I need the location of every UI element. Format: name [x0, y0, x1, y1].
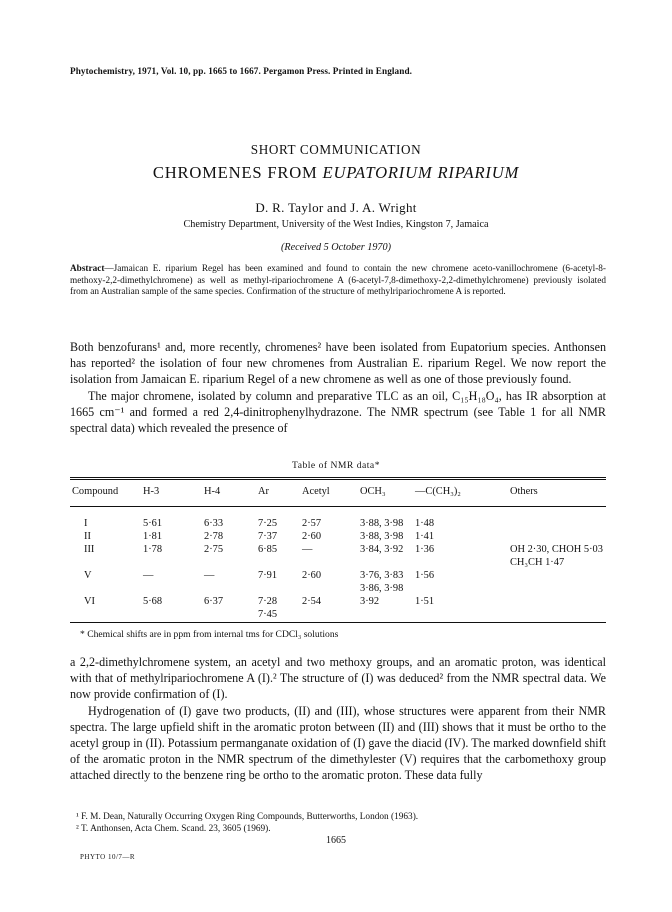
cell-h4: 6·37 — [204, 596, 224, 607]
abstract-text: —Jamaican E. riparium Regel has been examined and found to contain the new chromene aceto-vanillochromene (6-acetyl-8-methoxy-2,2-dimethylchromene) as well as methyl-ripariochromene A (6-acetyl-7,8-dimethoxy-2,2-dimethylchromene) previously isolated from an Australian sample of the same species. Confirmation of the structure of methylripariochromene A is reported. — [70, 264, 606, 298]
cell-h3: 5·68 — [143, 596, 163, 607]
references — [76, 811, 418, 835]
title-italic: EUPATORIUM RIPARIUM — [322, 163, 520, 182]
cell-och3: 3·92 — [360, 596, 380, 607]
header-h3: H-3 — [143, 486, 160, 497]
table-row — [0, 609, 672, 622]
page-number: 1665 — [326, 835, 346, 846]
table-row — [0, 544, 672, 557]
cell-och3: 3·86, 3·98 — [360, 583, 404, 594]
cell-ar: 7·37 — [258, 531, 278, 542]
table-caption: Table of NMR data* — [292, 460, 380, 471]
header-ar: Ar — [258, 486, 269, 497]
header-compound: Compound — [72, 486, 119, 497]
journal-header: Phytochemistry, 1971, Vol. 10, pp. 1665 to 1667. Pergamon Press. Printed in England. — [70, 66, 413, 76]
signature-mark: PHYTO 10/7—R — [80, 853, 136, 861]
reference-1: ¹ F. M. Dean, Naturally Occurring Oxygen Ring Compounds, Butterworths, London (1963). — [76, 812, 419, 822]
cell-cch3: 1·56 — [415, 570, 435, 581]
cell-ar: 7·45 — [258, 609, 278, 620]
cell-cch3: 1·41 — [415, 531, 435, 542]
body-paragraph-1: Both benzofurans¹ and, more recently, chromenes² have been isolated from Eupatorium species. Anthonsen has reported² the isolation of four new chromenes from Australian E. riparium Regel. We now report the isolation from Jamaican E. riparium Regel of a new chromene as well as one of those previously found. — [70, 340, 606, 387]
body-paragraph-3: a 2,2-dimethylchromene system, an acetyl and two methoxy groups, and an aromatic proton, was identical with that of methylripariochromene A (I).² The structure of (I) was deduced² from the NMR spectral data. We now provide confirmation of (I). — [70, 655, 606, 702]
cell-acetyl: — — [302, 544, 313, 555]
header-cch3: —C(CH₃)₂ — [415, 486, 461, 497]
cell-ar: 6·85 — [258, 544, 278, 555]
cell-och3: 3·88, 3·98 — [360, 518, 404, 529]
cell-h3: 1·78 — [143, 544, 163, 555]
abstract — [70, 264, 606, 299]
table-row — [0, 557, 672, 570]
received-date: (Received 5 October 1970) — [280, 242, 392, 253]
cell-acetyl: 2·60 — [302, 531, 322, 542]
affiliation: Chemistry Department, University of the West Indies, Kingston 7, Jamaica — [183, 219, 489, 230]
body-top — [70, 339, 606, 436]
cell-cch3: 1·51 — [415, 596, 435, 607]
cell-compound: I — [84, 518, 88, 529]
table-row — [0, 596, 672, 609]
table-row — [0, 570, 672, 583]
cell-och3: 3·84, 3·92 — [360, 544, 404, 555]
table-header-rule — [70, 506, 606, 507]
cell-acetyl: 2·54 — [302, 596, 322, 607]
article-title — [0, 163, 672, 183]
cell-h4: 2·75 — [204, 544, 224, 555]
table-header-row — [0, 486, 672, 499]
cell-cch3: 1·48 — [415, 518, 435, 529]
cell-ar: 7·91 — [258, 570, 278, 581]
article-type: SHORT COMMUNICATION — [250, 142, 422, 157]
header-acetyl: Acetyl — [302, 486, 330, 497]
reference-2: ² T. Anthonsen, Acta Chem. Scand. 23, 3605 (1969). — [76, 824, 271, 834]
table-row — [0, 518, 672, 531]
cell-cch3: 1·36 — [415, 544, 435, 555]
cell-compound: II — [84, 531, 91, 542]
header-h4: H-4 — [204, 486, 221, 497]
table-row — [0, 531, 672, 544]
body-paragraph-4: Hydrogenation of (I) gave two products, (II) and (III), whose structures were apparent from their NMR spectra. The large upfield shift in the aromatic proton between (II) and (III) shows that it must be ortho to the acetyl group in (II). Potassium permanganate oxidation of (I) gave the diacid (IV). The marked downfield shift of the aromatic proton in the NMR spectrum of the dimethylester (V) requires that the carbomethoxy group attached directly to the benzene ring be ortho to the aromatic proton. These data fully — [70, 703, 606, 783]
table-footnote: * Chemical shifts are in ppm from internal tms for CDCl₃ solutions — [80, 629, 339, 640]
cell-acetyl: 2·57 — [302, 518, 322, 529]
table-row — [0, 583, 672, 596]
cell-others: CH₃CH 1·47 — [510, 557, 565, 568]
header-och3: OCH₃ — [360, 486, 386, 497]
cell-acetyl: 2·60 — [302, 570, 322, 581]
cell-ar: 7·25 — [258, 518, 278, 529]
cell-h4: — — [204, 570, 215, 581]
table-bottom-rule — [70, 622, 606, 623]
abstract-label: Abstract — [70, 264, 105, 274]
cell-compound: III — [84, 544, 95, 555]
table-top-rule — [70, 477, 606, 480]
cell-compound: VI — [84, 596, 95, 607]
cell-h4: 2·78 — [204, 531, 224, 542]
authors: D. R. Taylor and J. A. Wright — [255, 200, 417, 215]
cell-h3: 5·61 — [143, 518, 163, 529]
cell-h3: 1·81 — [143, 531, 163, 542]
cell-ar: 7·28 — [258, 596, 278, 607]
header-others: Others — [510, 486, 538, 497]
cell-others: OH 2·30, CHOH 5·03 — [510, 544, 603, 555]
cell-h3: — — [143, 570, 154, 581]
body-paragraph-2: The major chromene, isolated by column and preparative TLC as an oil, C₁₅H₁₈O₄, has IR absorption at 1665 cm⁻¹ and formed a red 2,4-dinitrophenylhydrazone. The NMR spectrum (see Table 1 for all NMR spectral data) which revealed the presence of — [70, 388, 606, 436]
cell-och3: 3·88, 3·98 — [360, 531, 404, 542]
cell-h4: 6·33 — [204, 518, 224, 529]
title-prefix: CHROMENES FROM — [152, 163, 323, 182]
body-bottom — [70, 654, 606, 784]
cell-och3: 3·76, 3·83 — [360, 570, 404, 581]
cell-compound: V — [84, 570, 92, 581]
